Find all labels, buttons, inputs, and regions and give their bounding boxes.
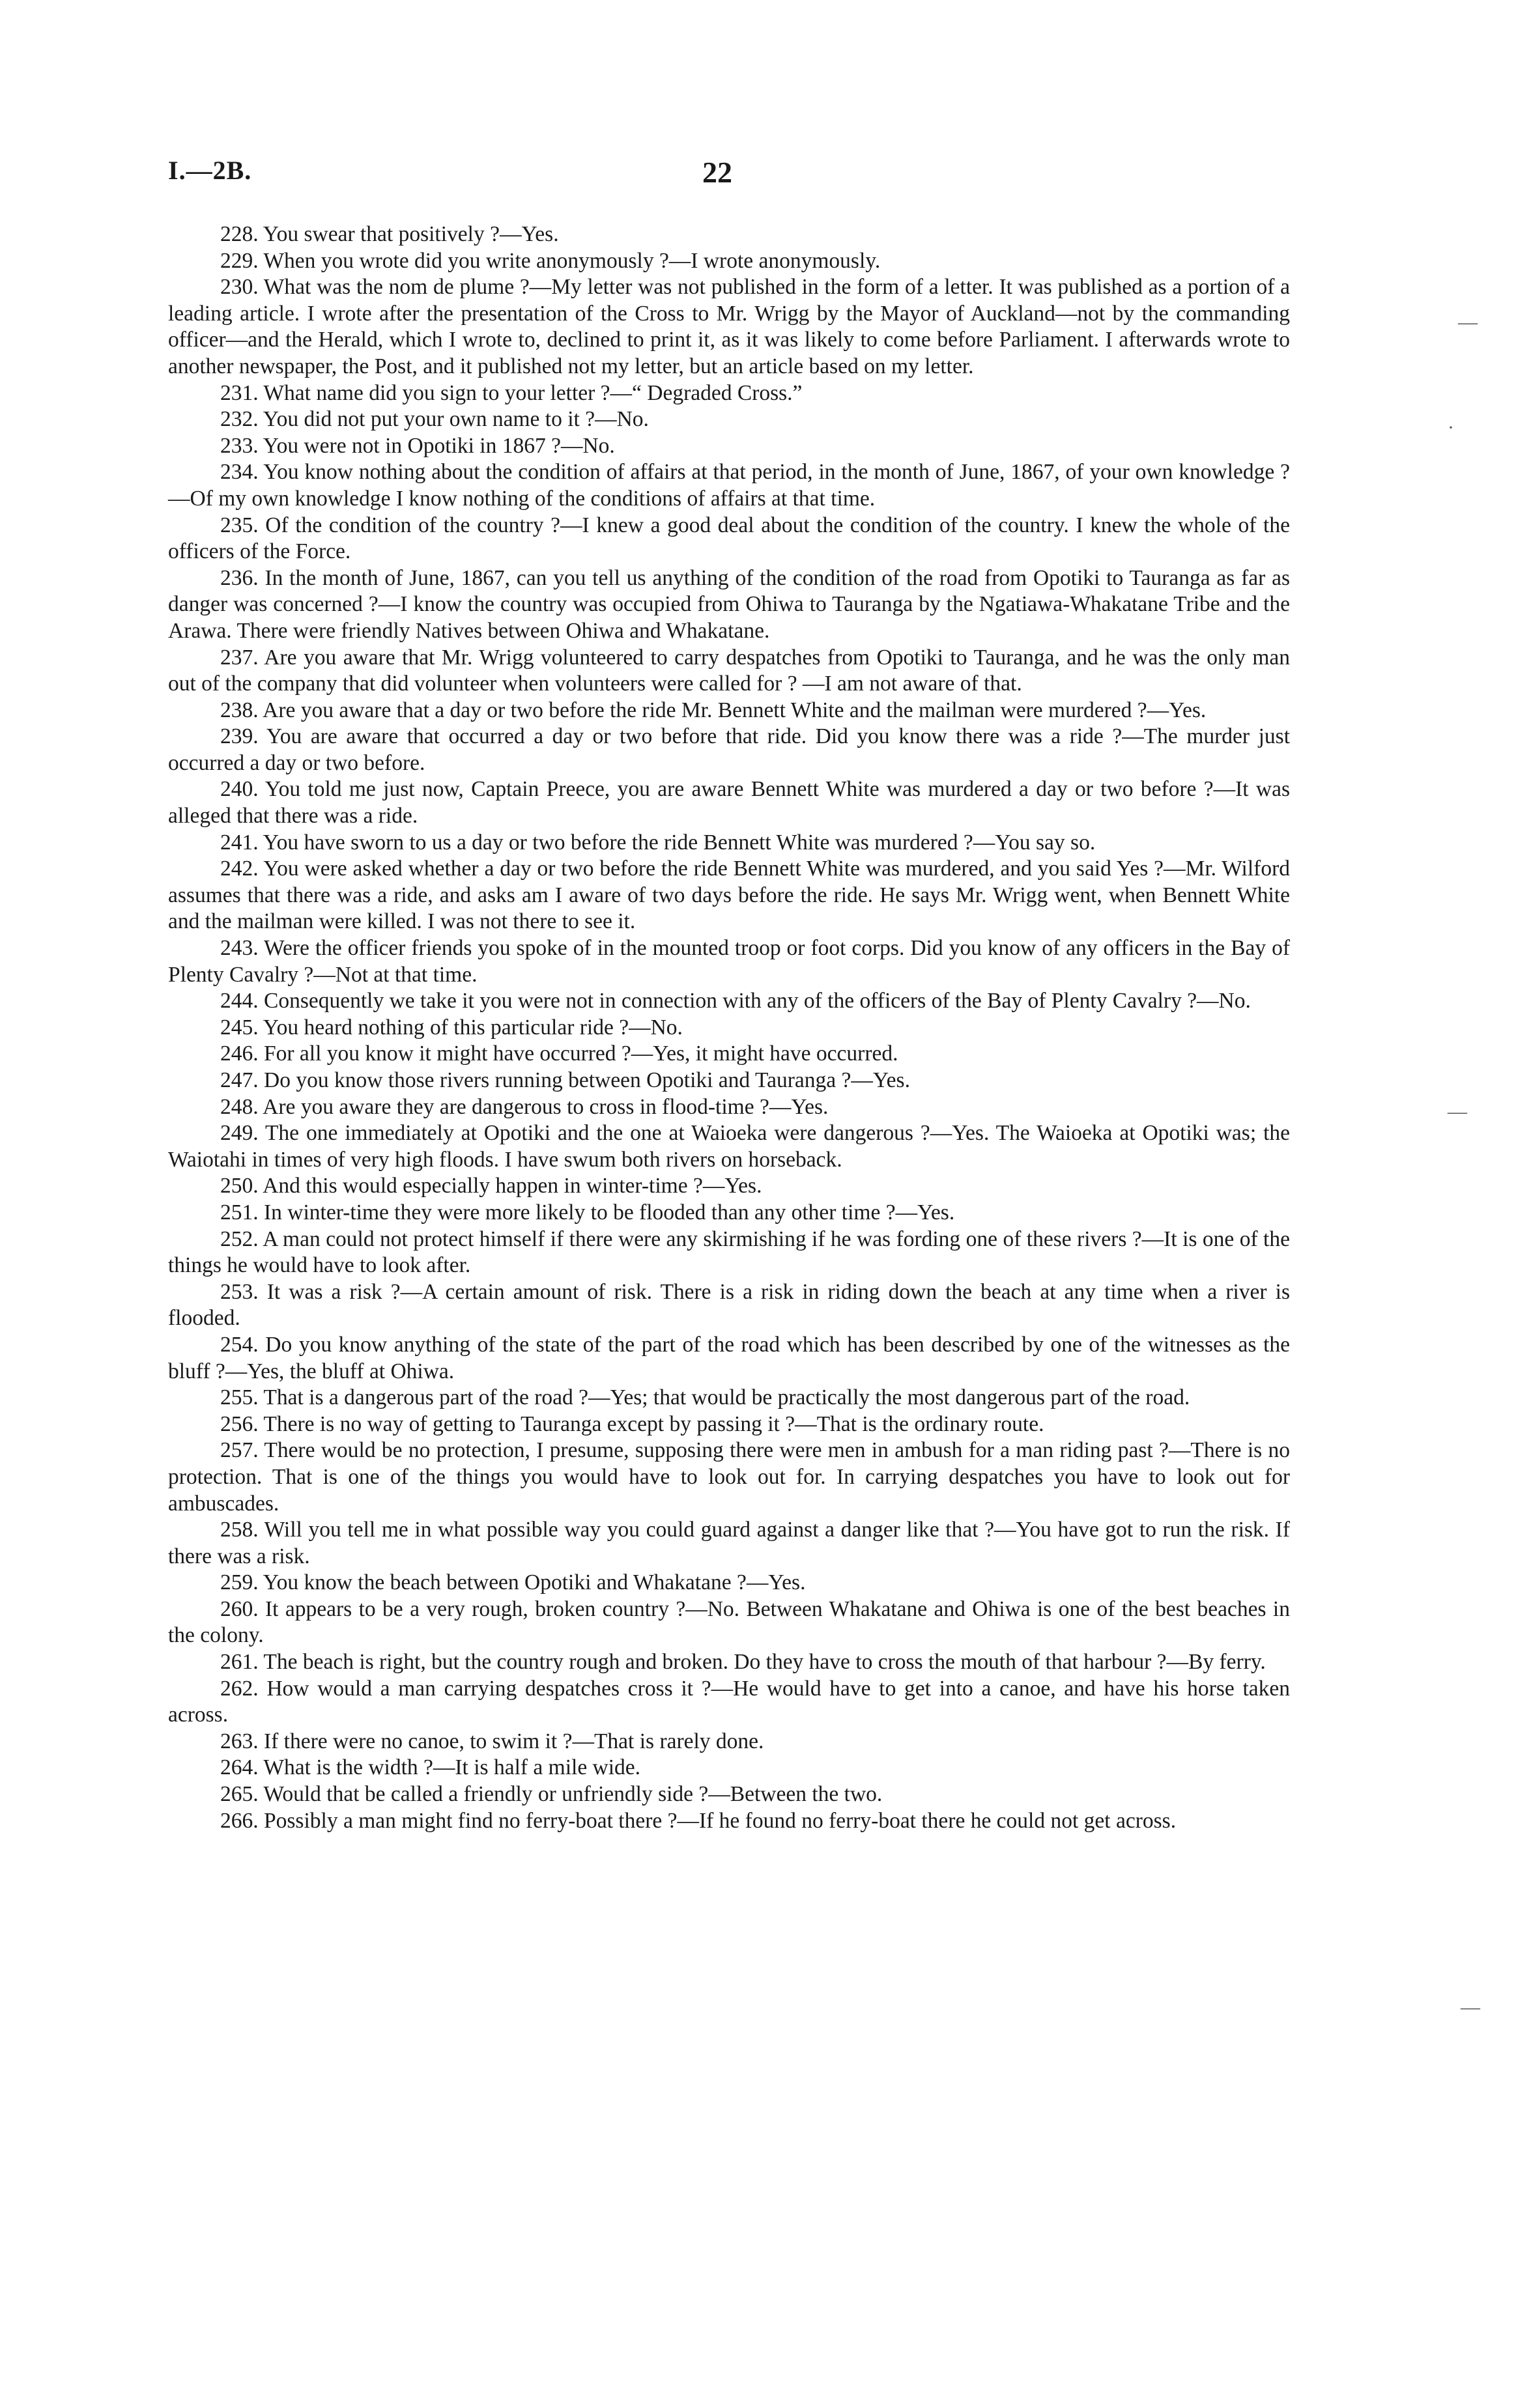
margin-dash-mark: — xyxy=(1448,1101,1467,1122)
question-237: 237. Are you aware that Mr. Wrigg volunteered to carry despatches from Opotiki to Tauranga, and he was the only man out of the company that did volunteer when volunteers were called for ? —I am not aware of that. xyxy=(168,645,1290,696)
question-247: 247. Do you know those rivers running between Opotiki and Tauranga ?—Yes. xyxy=(220,1068,910,1092)
question-265: 265. Would that be called a friendly or unfriendly side ?—Between the two. xyxy=(220,1782,883,1807)
question-240: 240. You told me just now, Captain Preece, you are aware Bennett White was murdered a day or two before ?—It was alleged that there was a ride. xyxy=(168,777,1290,829)
question-233: 233. You were not in Opotiki in 1867 ?—No. xyxy=(220,433,615,458)
question-256: 256. There is no way of getting to Tauranga except by passing it ?—That is the ordinary route. xyxy=(220,1411,1044,1436)
question-231: 231. What name did you sign to your letter ?—“ Degraded Cross.” xyxy=(220,380,803,405)
question-243: 243. Were the officer friends you spoke of in the mounted troop or foot corps. Did you know of any officers in the Bay of Plenty Cavalry ?—Not at that time. xyxy=(168,936,1290,987)
question-238: 238. Are you aware that a day or two before the ride Mr. Bennett White and the mailman were murdered ?—Yes. xyxy=(220,698,1207,722)
margin-dash-mark: — xyxy=(1458,311,1478,333)
question-245: 245. You heard nothing of this particular ride ?—No. xyxy=(220,1015,683,1040)
question-228: 228. You swear that positively ?—Yes. xyxy=(220,222,559,246)
question-241: 241. You have sworn to us a day or two before the ride Bennett White was murdered ?—You say so. xyxy=(220,830,1096,855)
page-reference: I.—2B. xyxy=(168,156,252,185)
margin-dot-mark: · xyxy=(1448,417,1454,438)
question-254: 254. Do you know anything of the state of the part of the road which has been described by one of the witnesses as the bluff ?—Yes, the bluff at Ohiwa. xyxy=(168,1332,1290,1383)
evidence-text xyxy=(168,221,1290,1834)
question-248: 248. Are you aware they are dangerous to cross in flood-time ?—Yes. xyxy=(220,1094,829,1119)
page-header xyxy=(168,155,1276,201)
question-257: 257. There would be no protection, I presume, supposing there were men in ambush for a man riding past ?—There is no protection. That is one of the things you would have to look out for. In carrying despatches you have to look out for ambuscades. xyxy=(168,1438,1290,1516)
page-number: 22 xyxy=(702,156,732,189)
question-266: 266. Possibly a man might find no ferry-boat there ?—If he found no ferry-boat there he could not get across. xyxy=(220,1808,1177,1833)
question-264: 264. What is the width ?—It is half a mile wide. xyxy=(220,1755,641,1780)
question-263: 263. If there were no canoe, to swim it ?—That is rarely done. xyxy=(220,1729,764,1753)
question-250: 250. And this would especially happen in winter-time ?—Yes. xyxy=(220,1174,762,1198)
question-259: 259. You know the beach between Opotiki and Whakatane ?—Yes. xyxy=(220,1570,806,1595)
question-232: 232. You did not put your own name to it ?—No. xyxy=(220,407,649,432)
margin-dash-mark: — xyxy=(1461,1996,1480,2018)
question-230: 230. What was the nom de plume ?—My letter was not published in the form of a letter. It was published as a portion of a leading article. I wrote after the presentation of the Cross to Mr. Wrigg by the Mayor of Auckland—not by the commanding officer—and the Herald, which I wrote to, declined to print it, as it was likely to come before Parliament. I afterwards wrote to another newspaper, the Post, and it published not my letter, but an article based on my letter. xyxy=(168,275,1290,378)
question-242: 242. You were asked whether a day or two before the ride Bennett White was murdered, and you said Yes ?—Mr. Wilford assumes that there was a ride, and asks am I aware of two days before the ride. He says Mr. Wrigg went, when Bennett White and the mailman were killed. I was not there to see it. xyxy=(168,857,1290,934)
question-261: 261. The beach is right, but the country rough and broken. Do they have to cross the mouth of that harbour ?—By ferry. xyxy=(220,1650,1266,1675)
question-246: 246. For all you know it might have occurred ?—Yes, it might have occurred. xyxy=(220,1041,898,1066)
question-239: 239. You are aware that occurred a day or two before that ride. Did you know there was a ride ?—The murder just occurred a day or two before. xyxy=(168,724,1290,775)
question-252: 252. A man could not protect himself if there were any skirmishing if he was fording one of these rivers ?—It is one of the things he would have to look after. xyxy=(168,1226,1290,1278)
question-260: 260. It appears to be a very rough, broken country ?—No. Between Whakatane and Ohiwa is one of the best beaches in the colony. xyxy=(168,1596,1290,1648)
question-255: 255. That is a dangerous part of the road ?—Yes; that would be practically the most dangerous part of the road. xyxy=(220,1385,1190,1410)
question-236: 236. In the month of June, 1867, can you tell us anything of the condition of the road from Opotiki to Tauranga as far as danger was concerned ?—I know the country was occupied from Ohiwa to Tauranga by the Ngatiawa-Whakatane Tribe and the Arawa. There were friendly Natives between Ohiwa and Whakatane. xyxy=(168,565,1290,643)
question-249: 249. The one immediately at Opotiki and the one at Waioeka were dangerous ?—Yes. The Waioeka at Opotiki was; the Waiotahi in times of very high floods. I have swum both rivers on horseback. xyxy=(168,1121,1290,1172)
question-229: 229. When you wrote did you write anonymously ?—I wrote anonymously. xyxy=(220,248,881,273)
question-251: 251. In winter-time they were more likely to be flooded than any other time ?—Yes. xyxy=(220,1200,955,1225)
question-244: 244. Consequently we take it you were not in connection with any of the officers of the Bay of Plenty Cavalry ?—No. xyxy=(220,989,1251,1013)
question-235: 235. Of the condition of the country ?—I knew a good deal about the condition of the country. I knew the whole of the officers of the Force. xyxy=(168,513,1290,564)
question-234: 234. You know nothing about the condition of affairs at that period, in the month of June, 1867, of your own knowledge ?—Of my own knowledge I know nothing of the conditions of affairs at that time. xyxy=(168,460,1290,511)
question-258: 258. Will you tell me in what possible way you could guard against a danger like that ?—You have got to run the risk. If there was a risk. xyxy=(168,1518,1290,1568)
question-253: 253. It was a risk ?—A certain amount of risk. There is a risk in riding down the beach at any time when a river is flooded. xyxy=(168,1279,1290,1331)
question-262: 262. How would a man carrying despatches cross it ?—He would have to get into a canoe, and have his horse taken across. xyxy=(168,1676,1290,1727)
